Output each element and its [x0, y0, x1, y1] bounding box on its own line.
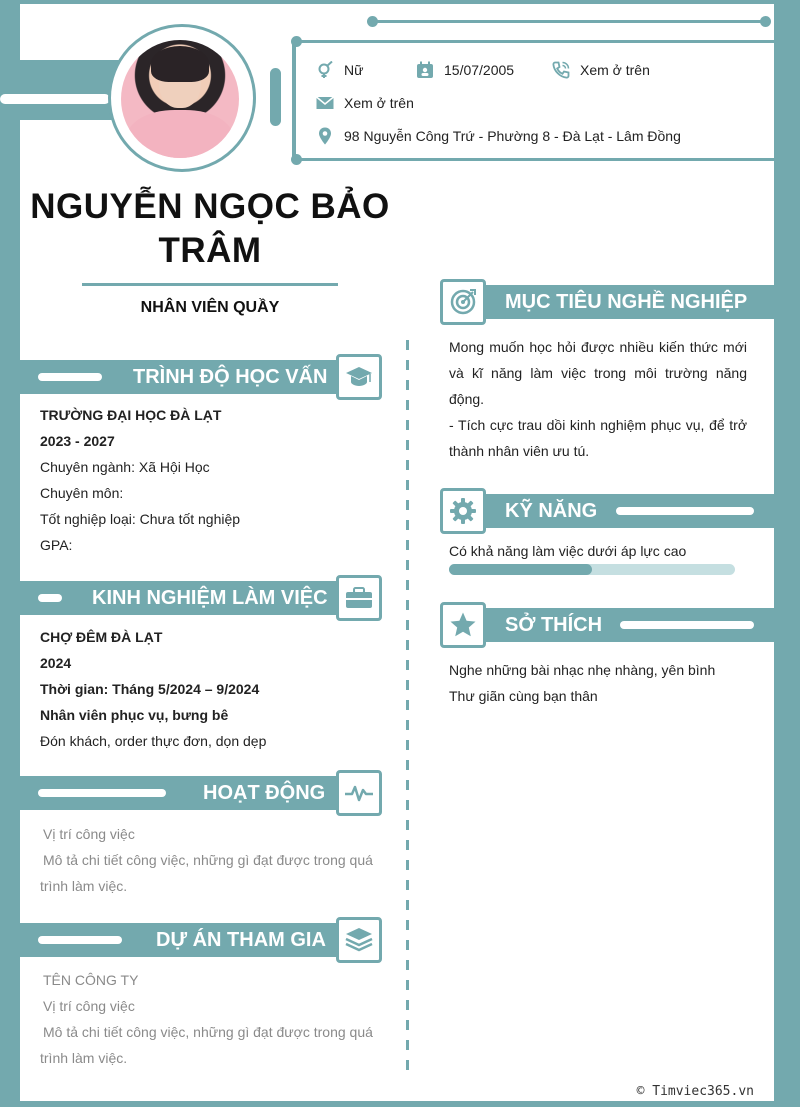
projects-header: [20, 923, 360, 957]
objective-line: Mong muốn học hỏi được nhiều kiến thức mới và kĩ năng làm việc trong môi trường năng động.: [449, 339, 747, 407]
envelope-icon: [316, 94, 334, 112]
candidate-name: NGUYỄN NGỌC BẢO TRÂM: [30, 187, 390, 270]
experience-year: 2024: [40, 655, 72, 671]
education-header: [20, 360, 360, 394]
hobbies-block: [449, 657, 749, 709]
projects-title: DỰ ÁN THAM GIA: [156, 929, 326, 951]
activities-header: [20, 776, 360, 810]
header-divider-pill: [270, 68, 281, 126]
header-accent-bar: [0, 94, 110, 104]
pulse-icon: [336, 770, 382, 816]
name-underline: [82, 283, 338, 286]
gender-icon: [316, 61, 334, 79]
objective-header: [460, 285, 774, 319]
header-accent-bar: [38, 594, 62, 602]
objective-title: MỤC TIÊU NGHỀ NGHIỆP: [505, 291, 748, 313]
phone-info: [552, 61, 650, 79]
objective-line: - Tích cực trau dồi kinh nghiệm phục vụ, để trở thành nhân viên ưu tú.: [449, 417, 747, 459]
header-line: [296, 40, 776, 43]
email-text: Xem ở trên: [344, 95, 414, 111]
header-accent-bar: [616, 507, 754, 515]
gender-info: [316, 61, 363, 79]
experience-title: KINH NGHIỆM LÀM VIỆC: [92, 587, 328, 609]
education-block: [40, 402, 380, 558]
education-graduation: Tốt nghiệp loại: Chưa tốt nghiệp: [40, 511, 241, 527]
header-vertical-line: [292, 40, 296, 160]
skill-item: [449, 538, 749, 564]
address-info: [316, 127, 681, 145]
location-pin-icon: [316, 127, 334, 145]
experience-header: [20, 581, 360, 615]
experience-description: Đón khách, order thực đơn, dọn dẹp: [40, 733, 267, 749]
experience-block: [40, 624, 380, 754]
skill-name: Có khả năng làm việc dưới áp lực cao: [449, 543, 687, 559]
projects-position: Vị trí công việc: [43, 998, 135, 1014]
hobbies-header: [460, 608, 774, 642]
phone-icon: [552, 61, 570, 79]
phone-text: Xem ở trên: [580, 62, 650, 78]
email-info: [316, 94, 414, 112]
address-text: 98 Nguyễn Công Trứ - Phường 8 - Đà Lạt - Lâm Đồng: [344, 128, 681, 144]
education-specialty: Chuyên môn:: [40, 485, 124, 501]
activities-position: Vị trí công việc: [43, 826, 135, 842]
header-line: [296, 158, 776, 161]
avatar: [121, 40, 239, 158]
education-period: 2023 - 2027: [40, 433, 115, 449]
layers-icon: [336, 917, 382, 963]
gear-icon: [440, 488, 486, 534]
briefcase-icon: [336, 575, 382, 621]
calendar-icon: [416, 61, 434, 79]
star-icon: [440, 602, 486, 648]
target-icon: [440, 279, 486, 325]
header-top-line: [372, 20, 762, 23]
header-accent-bar: [38, 936, 122, 944]
hobby-item: Nghe những bài nhạc nhẹ nhàng, yên bình: [449, 662, 716, 678]
hobby-item: Thư giãn cùng bạn thân: [449, 688, 598, 704]
education-gpa: GPA:: [40, 537, 73, 553]
activities-description: Mô tả chi tiết công việc, những gì đạt được trong quá trình làm việc.: [40, 852, 373, 894]
gender-text: Nữ: [344, 62, 364, 78]
objective-block: [449, 334, 747, 464]
header-accent-bar: [38, 789, 166, 797]
column-divider: [406, 340, 409, 1080]
header-accent-bar: [38, 373, 102, 381]
header-accent-bar: [620, 621, 754, 629]
skills-title: KỸ NĂNG: [505, 500, 598, 522]
birthday-text: 15/07/2005: [444, 62, 515, 78]
experience-company: CHỢ ĐÊM ĐÀ LẠT: [40, 629, 163, 645]
projects-company: TÊN CÔNG TY: [43, 972, 139, 988]
projects-description: Mô tả chi tiết công việc, những gì đạt được trong quá trình làm việc.: [40, 1024, 373, 1066]
activities-title: HOẠT ĐỘNG: [203, 782, 326, 804]
activities-block: [40, 821, 380, 899]
header-dot: [760, 16, 771, 27]
copyright-text: © Timviec365.vn: [636, 1084, 754, 1099]
job-position: NHÂN VIÊN QUẦY: [140, 299, 280, 316]
school-name: TRƯỜNG ĐẠI HỌC ĐÀ LẠT: [40, 407, 222, 423]
skills-header: [460, 494, 774, 528]
skill-level-track: [449, 564, 735, 575]
skill-level-fill: [449, 564, 592, 575]
experience-role: Nhân viên phục vụ, bưng bê: [40, 707, 229, 723]
graduation-cap-icon: [336, 354, 382, 400]
education-major: Chuyên ngành: Xã Hội Học: [40, 459, 210, 475]
projects-block: [40, 967, 380, 1071]
experience-time: Thời gian: Tháng 5/2024 – 9/2024: [40, 681, 260, 697]
hobbies-title: SỞ THÍCH: [505, 614, 603, 636]
education-title: TRÌNH ĐỘ HỌC VẤN: [133, 366, 328, 388]
birthday-info: [416, 61, 514, 79]
